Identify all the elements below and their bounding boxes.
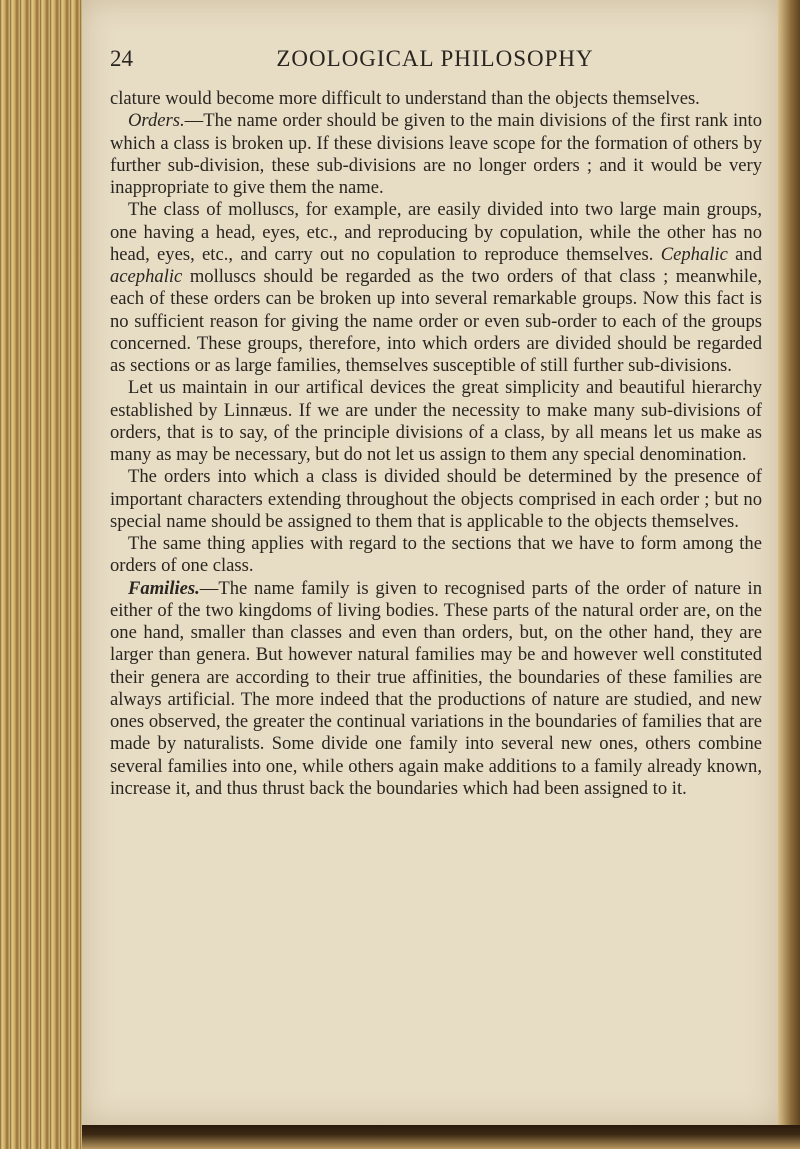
book-page-edge-right [778, 0, 800, 1149]
book-page-edges-left [0, 0, 82, 1149]
paragraph: The same thing applies with regard to the sections that we have to form among the orders of one class. [110, 533, 762, 577]
section-lead: Families. [128, 577, 200, 599]
page-number: 24 [110, 46, 133, 71]
paragraph-families: Families.—The name family is given to recognised parts of the order of nature in either of the two kingdoms of living bodies. These parts of the natural order are, on the one hand, smaller than classes and even than orders, but, on the other hand, they are larger than genera. But however natural families may be and however well constituted their genera are according to their true affinities, the boundaries of these families are always artificial. The more indeed that the productions of nature are studied, and new ones observed, the greater the continual variations in the boundaries of families that are made by naturalists. Some divide one family into several new ones, others combine several families into one, while others again make additions to a family already known, increase it, and thus thrust back the boundaries which had been assigned to it. [110, 577, 762, 799]
paragraph-orders: Orders.—The name order should be given to the main divisions of the first rank into which a class is broken up. If these divisions leave scope for the formation of others by further sub-division, these sub-divisions are no longer orders ; and it would be very inappropriate to give them the name. [110, 110, 762, 198]
paragraph: The orders into which a class is divided should be determined by the presence of important characters extending throughout the objects comprised in each order ; but no special name should be assigned to them that is applicable to the objects themselves. [110, 466, 762, 532]
paragraph: Let us maintain in our artifical devices the great simplicity and beautiful hierarchy established by Linnæus. If we are under the necessity to make many sub-divisions of orders, that is to say, of the principle divisions of a class, by all means let us make as many as may be necessary, but do not let us assign to them any special denomination. [110, 377, 762, 465]
section-lead: Orders. [128, 110, 185, 132]
paragraph: clature would become more difficult to understand than the objects themselves. [110, 88, 700, 109]
paragraph: The class of molluscs, for example, are easily divided into two large main groups, one having a head, eyes, etc., and reproducing by copulation, while the other has no head, eyes, etc., and carry out no copulation to reproduce themselves. Cephalic and acephalic molluscs should be regarded as the two orders of that class ; meanwhile, each of these orders can be broken up into several remarkable groups. Now this fact is no sufficient reason for giving the name order or even sub-order to each of the groups concerned. These groups, therefore, into which orders are divided should be regarded as sections or as large families, themselves susceptible of still further sub-divisions. [110, 199, 762, 376]
running-head: ZOOLOGICAL PHILOSOPHY [276, 46, 594, 71]
book-page-edge-bottom [82, 1125, 800, 1149]
body-text [110, 88, 762, 800]
page-header [110, 40, 760, 80]
